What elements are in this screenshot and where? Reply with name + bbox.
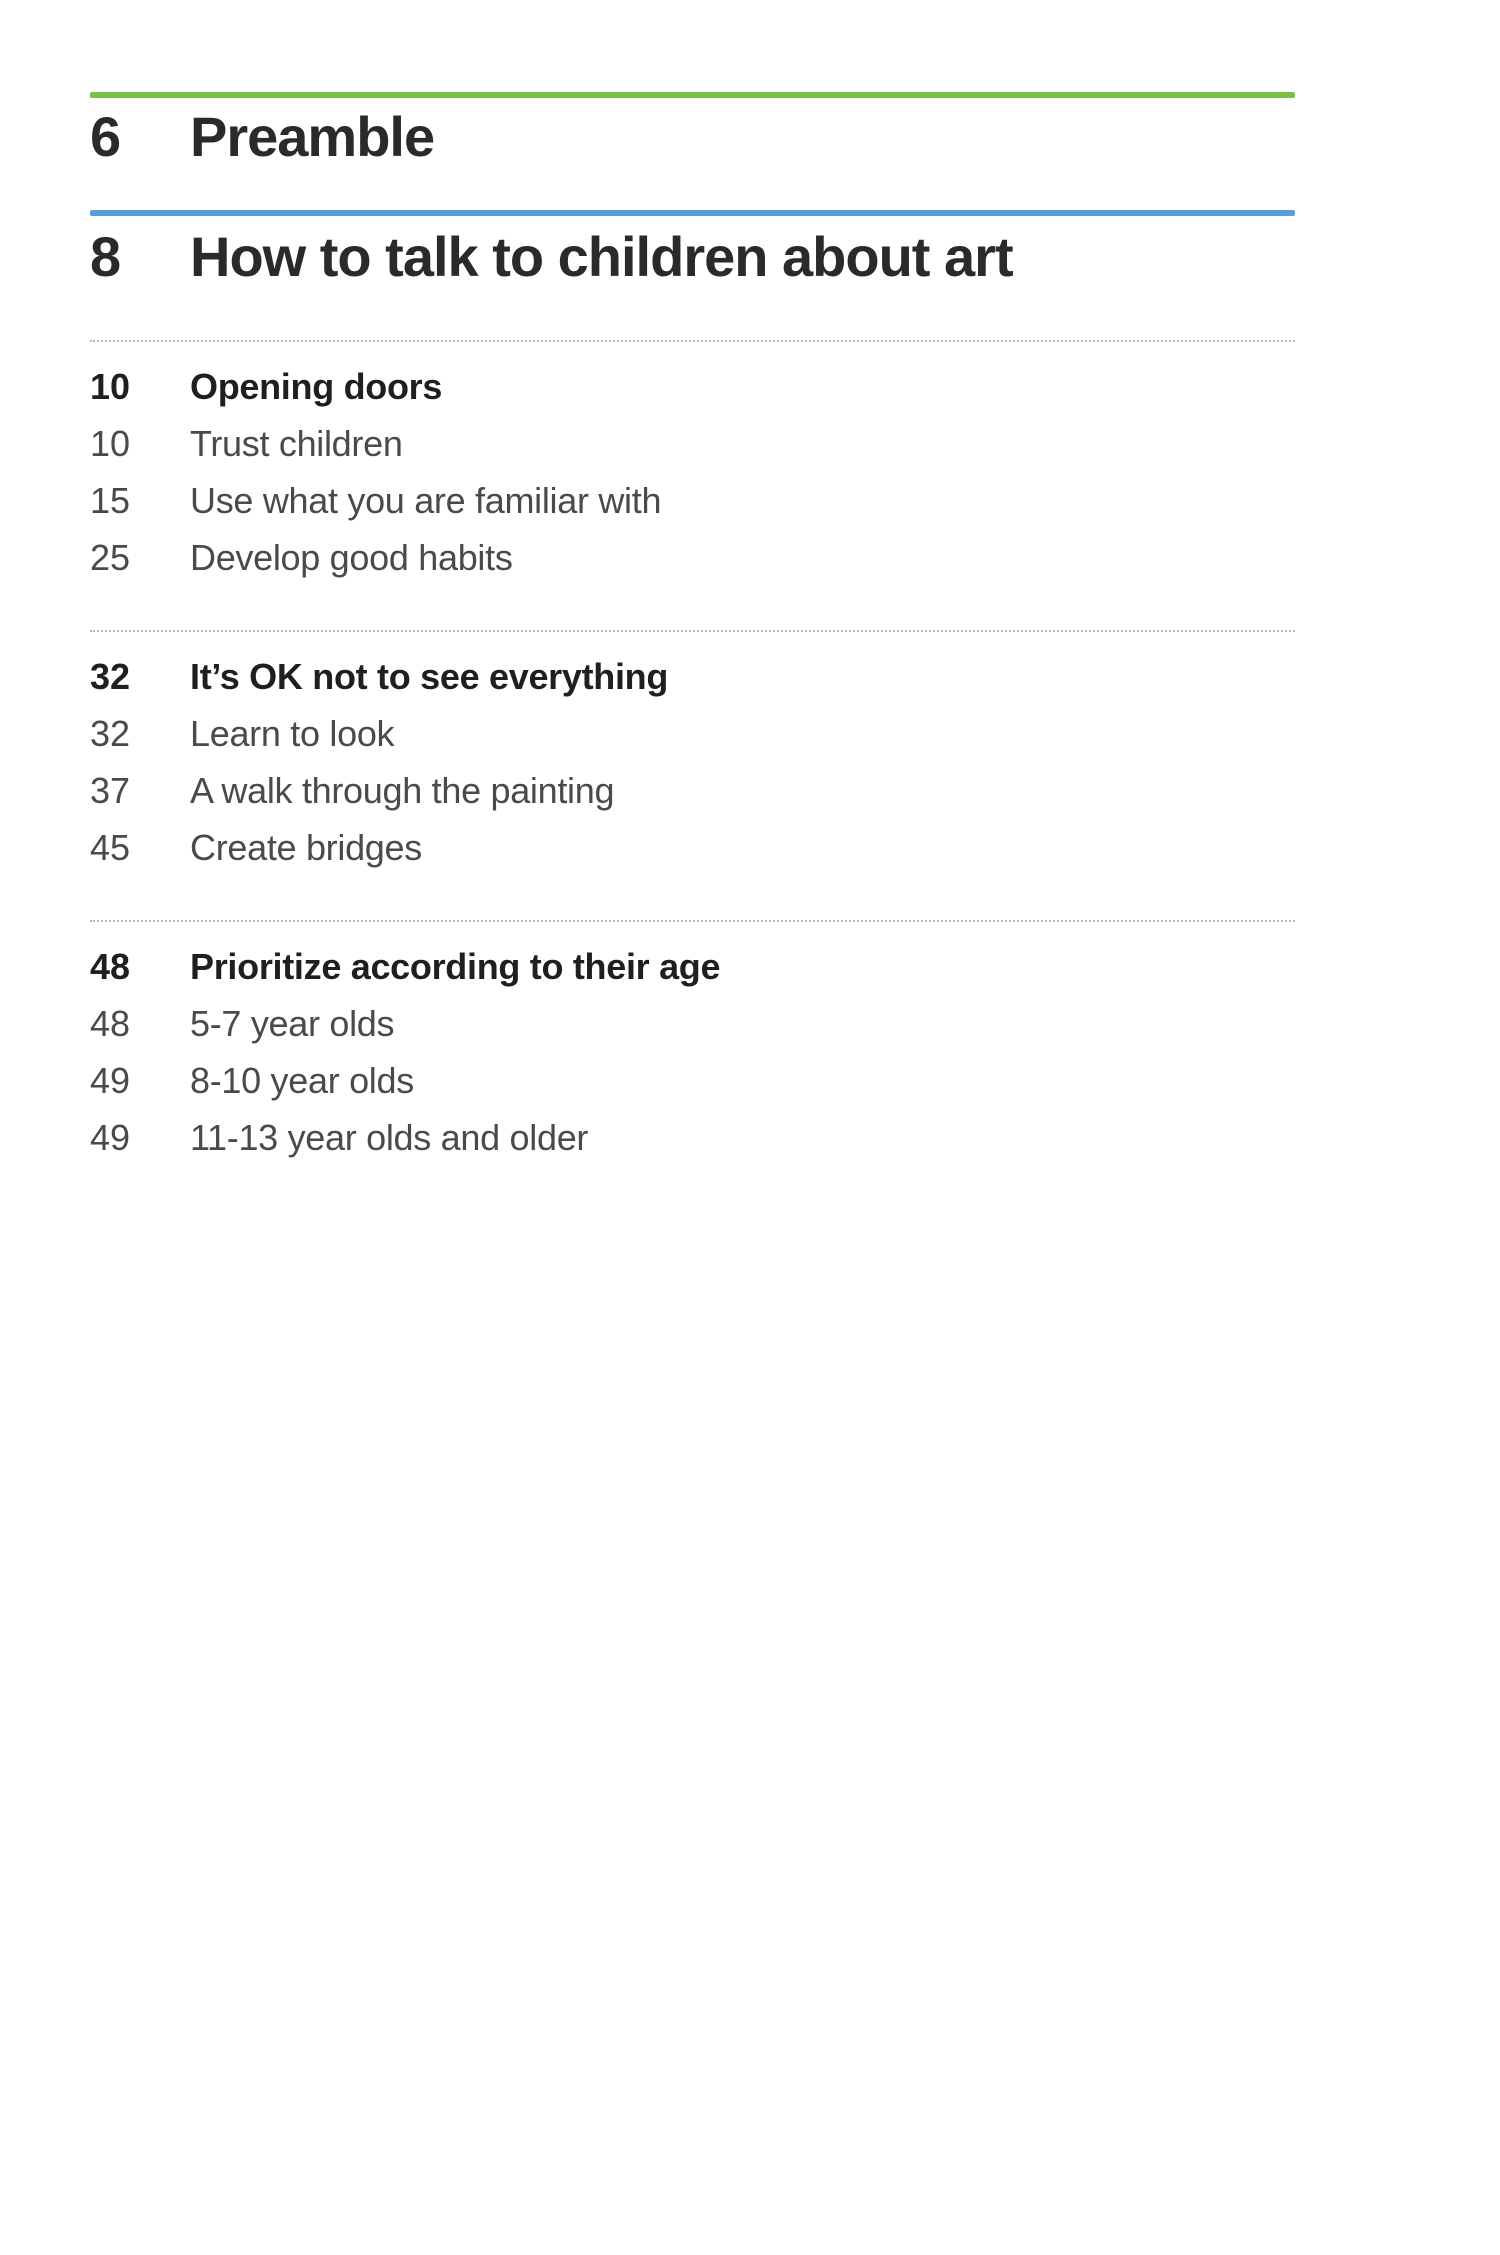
entry-page-number: 49: [90, 1060, 131, 1101]
section-title: It’s OK not to see everything: [190, 656, 669, 697]
entry-title: 8-10 year olds: [190, 1060, 414, 1101]
toc-chapter-preamble[interactable]: [90, 98, 1295, 210]
entry-title: 11-13 year olds and older: [190, 1117, 589, 1158]
toc-section-ok-not-to-see: [90, 632, 1295, 910]
list-item[interactable]: [90, 1003, 1295, 1060]
entry-title: Trust children: [190, 423, 403, 464]
entry-page-number: 15: [90, 480, 131, 521]
section-page-number: 48: [90, 946, 131, 987]
section-heading[interactable]: [90, 946, 1295, 1003]
list-item[interactable]: [90, 827, 1295, 884]
entry-page-number: 37: [90, 770, 131, 811]
entry-page-number: 45: [90, 827, 131, 868]
chapter-title: How to talk to children about art: [190, 225, 1013, 288]
chapter-title: Preamble: [190, 105, 435, 168]
section-title: Opening doors: [190, 366, 443, 407]
entry-title: Learn to look: [190, 713, 395, 754]
section-page-number: 10: [90, 366, 131, 407]
list-item[interactable]: [90, 480, 1295, 537]
list-item[interactable]: [90, 713, 1295, 770]
entry-page-number: 49: [90, 1117, 131, 1158]
entry-title: 5-7 year olds: [190, 1003, 395, 1044]
chapter-page-number: 6: [90, 105, 121, 168]
entry-title: Develop good habits: [190, 537, 513, 578]
entry-title: Use what you are familiar with: [190, 480, 662, 521]
entry-title: Create bridges: [190, 827, 422, 868]
entry-title: A walk through the painting: [190, 770, 615, 811]
table-of-contents: [90, 92, 1295, 1200]
chapter-page-number: 8: [90, 225, 121, 288]
entry-page-number: 10: [90, 423, 131, 464]
list-item[interactable]: [90, 1060, 1295, 1117]
list-item[interactable]: [90, 537, 1295, 594]
list-item[interactable]: [90, 423, 1295, 480]
list-item[interactable]: [90, 1117, 1295, 1174]
list-item[interactable]: [90, 770, 1295, 827]
section-heading[interactable]: [90, 366, 1295, 423]
entry-page-number: 48: [90, 1003, 131, 1044]
section-heading[interactable]: [90, 656, 1295, 713]
toc-section-prioritize: [90, 922, 1295, 1200]
entry-page-number: 32: [90, 713, 131, 754]
toc-chapter-how-to-talk[interactable]: [90, 216, 1295, 330]
section-page-number: 32: [90, 656, 131, 697]
section-title: Prioritize according to their age: [190, 946, 721, 987]
entry-page-number: 25: [90, 537, 131, 578]
toc-section-opening-doors: [90, 342, 1295, 620]
